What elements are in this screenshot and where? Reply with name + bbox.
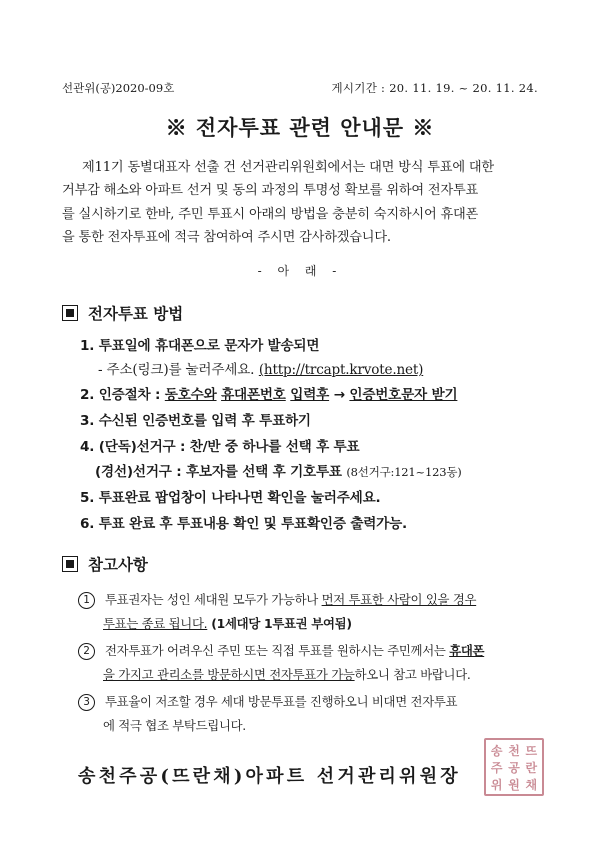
- method-item-1-sub: [98, 358, 423, 378]
- filled-square-icon: [62, 556, 78, 572]
- intro-paragraph: [62, 156, 544, 250]
- note-1-text-a: 투표권자는 성인 세대원 모두가 가능하나: [105, 592, 322, 607]
- seal-char: 송: [490, 744, 503, 758]
- right-arrow-icon: →: [333, 387, 345, 403]
- circled-number-1: 1: [78, 592, 95, 609]
- issuer-signature-line: 송천주공(뜨란채)아파트 선거관리위원장: [78, 766, 461, 787]
- method-item-5: 5. 투표완료 팝업창이 나타나면 확인을 눌러주세요.: [80, 490, 381, 506]
- seal-char: 란: [525, 761, 538, 775]
- note-2-line-2: [103, 665, 471, 683]
- filled-square-icon: [62, 305, 78, 321]
- method-item-1-sub-text: - 주소(링크)를 눌러주세요.: [98, 362, 255, 378]
- method-item-1: 1. 투표일에 휴대폰으로 문자가 발송되면: [80, 338, 320, 354]
- method-item-2-c: 입력후: [290, 387, 330, 403]
- note-1-text-d: (1세대당 1투표권 부여됨): [207, 616, 352, 631]
- note-1-text-b: 먼저 투표한 사람이 있을 경우: [321, 592, 477, 607]
- intro-line-4: 을 통한 전자투표에 적극 참여하여 주시면 감사하겠습니다.: [62, 230, 391, 246]
- method-item-3: 3. 수신된 인증번호를 입력 후 투표하기: [80, 413, 311, 429]
- seal-char: 주: [490, 761, 503, 775]
- vote-link[interactable]: (http://trcapt.krvote.net): [258, 362, 424, 378]
- seal-char: 원: [508, 778, 520, 792]
- method-heading: [62, 302, 183, 324]
- official-seal: [484, 738, 544, 796]
- seal-char: 뜨: [525, 744, 538, 758]
- notes-heading-text: 참고사항: [88, 555, 148, 574]
- note-2-text-b: 휴대폰: [449, 643, 485, 658]
- seal-char: 채: [525, 778, 538, 792]
- below-marker: - 아 래 -: [257, 264, 343, 278]
- method-item-2-b: 휴대폰번호: [221, 387, 286, 403]
- method-item-2-d: 인증번호문자 받기: [349, 387, 458, 403]
- posting-period: 게시기간 : 20. 11. 19. ~ 20. 11. 24.: [331, 81, 538, 95]
- note-3-text-a: 투표율이 저조할 경우 세대 방문투표를 진행하오니 비대면 전자투표: [105, 694, 458, 709]
- method-item-4a: 4. (단독)선거구 : 찬/반 중 하나를 선택 후 투표: [80, 439, 360, 455]
- method-item-2-prefix: 2. 인증절차 :: [80, 387, 161, 403]
- note-2-text-a: 전자투표가 어려우신 주민 또는 직접 투표를 원하시는 주민께서는: [105, 643, 450, 658]
- seal-char: 위: [490, 778, 503, 792]
- intro-line-1: 제11기 동별대표자 선출 건 선거관리위원회에서는 대면 방식 투표에 대한: [82, 160, 494, 175]
- note-3-line-2: 에 적극 협조 부탁드립니다.: [103, 718, 246, 733]
- method-item-2: [80, 383, 457, 403]
- note-1-line-1: [78, 590, 476, 609]
- note-1-line-2: [103, 614, 352, 632]
- note-1-text-c: 투표는 종료 됩니다.: [103, 616, 208, 631]
- method-item-4b: [95, 460, 462, 480]
- circled-number-2: 2: [78, 643, 95, 660]
- seal-char: 공: [508, 761, 520, 775]
- page-title: ※ 전자투표 관련 안내문 ※: [165, 115, 435, 140]
- note-3-line-1: [78, 692, 457, 711]
- note-2-line-1: [78, 641, 484, 660]
- note-2-text-c: 을 가지고 관리소를 방문하시면 전자투표가 가능: [103, 667, 355, 682]
- document-number: 선관위(공)2020-09호: [62, 81, 175, 95]
- seal-char: 천: [508, 744, 520, 758]
- method-item-2-a: 동호수와: [164, 387, 217, 403]
- method-item-4b-note: (8선거구:121~123동): [346, 465, 462, 479]
- method-item-4b-text: (경선)선거구 : 후보자를 선택 후 기호투표: [95, 464, 342, 480]
- intro-line-3: 를 실시하기로 한바, 주민 투표시 아래의 방법을 충분히 숙지하시어 휴대폰: [62, 206, 479, 222]
- method-heading-text: 전자투표 방법: [88, 304, 184, 323]
- circled-number-3: 3: [78, 694, 95, 711]
- notes-heading: [62, 553, 148, 575]
- note-2-text-d: 하오니 참고 바랍니다.: [354, 667, 471, 682]
- method-item-6: 6. 투표 완료 후 투표내용 확인 및 투표확인증 출력가능.: [80, 516, 408, 532]
- intro-line-2: 거부감 해소와 아파트 선거 및 동의 과정의 투명성 확보를 위하여 전자투표: [62, 183, 479, 199]
